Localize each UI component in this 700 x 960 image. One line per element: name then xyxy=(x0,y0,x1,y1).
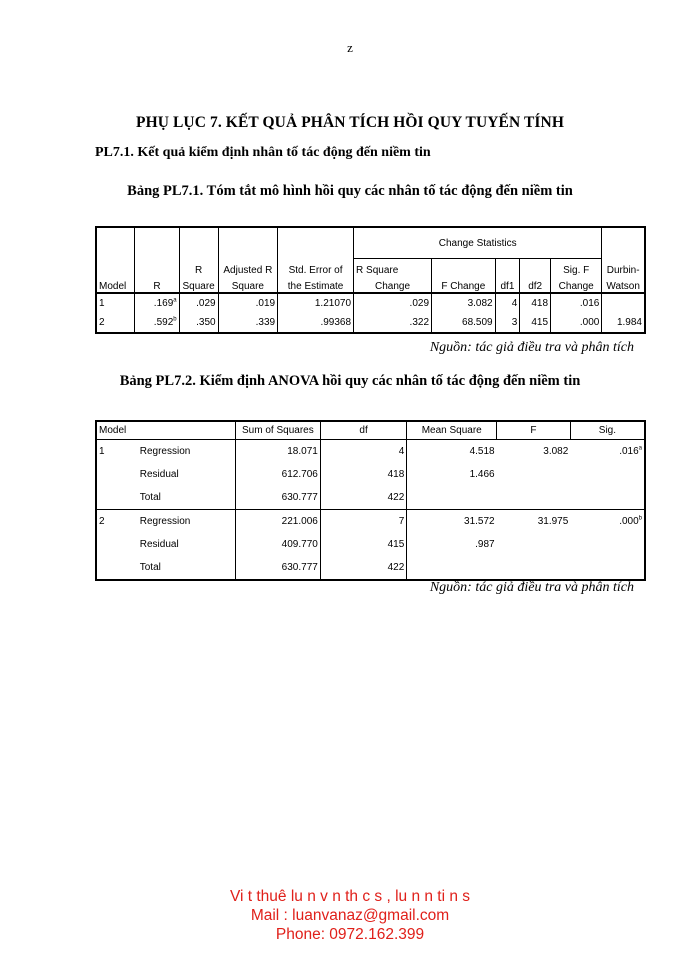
section-heading: PL7.1. Kết quả kiểm định nhân tố tác động đến niềm tin xyxy=(95,145,431,160)
header-model: Model xyxy=(96,421,235,440)
cell-sum-squares: 221.006 xyxy=(235,510,320,534)
cell-mean-square: 31.572 xyxy=(407,510,497,534)
cell-r-sq-change: .029 xyxy=(354,293,432,313)
header-r-square-2: Square xyxy=(179,276,218,293)
header-durbin-1: Durbin- xyxy=(602,259,645,277)
cell-f xyxy=(497,486,571,510)
table-row xyxy=(96,313,645,333)
cell-sig xyxy=(570,463,645,486)
cell-mean-square: .987 xyxy=(407,533,497,556)
cell-sum-squares: 18.071 xyxy=(235,440,320,464)
cell-model: 1 xyxy=(99,446,105,457)
cell-term: Total xyxy=(139,562,161,573)
table-row xyxy=(96,533,645,556)
cell-f: 3.082 xyxy=(543,446,569,457)
cell-mean-square: 1.466 xyxy=(407,463,497,486)
cell-term: Total xyxy=(139,492,161,503)
header-r: R xyxy=(135,276,179,293)
table-row xyxy=(96,486,645,510)
cell-df1: 4 xyxy=(495,293,520,313)
cell-term: Residual xyxy=(139,539,179,550)
cell-r-square: .029 xyxy=(179,293,218,313)
table-row xyxy=(96,463,645,486)
cell-sig xyxy=(570,556,645,580)
header-r-sq-change-2: Change xyxy=(354,276,432,293)
cell-r: .592$^b$ xyxy=(135,313,179,333)
cell-r-sq-change: .322 xyxy=(354,313,432,333)
cell-model xyxy=(96,556,138,580)
cell-df: 418 xyxy=(320,463,406,486)
cell-model xyxy=(96,533,138,556)
cell-sig xyxy=(570,486,645,510)
cell-model: 2 xyxy=(96,510,138,534)
table-row xyxy=(96,510,645,534)
footer-phone[interactable]: Phone: 0972.162.399 xyxy=(275,926,425,943)
cell-f xyxy=(497,463,571,486)
cell-sig: .016$^a$ xyxy=(619,445,642,457)
header-sig-f-1: Sig. F xyxy=(551,259,602,277)
cell-df: 7 xyxy=(320,510,406,534)
cell-df2: 415 xyxy=(520,313,551,333)
header-std-err-2: the Estimate xyxy=(278,276,354,293)
cell-std-err: .99368 xyxy=(278,313,354,333)
cell-f-change: 3.082 xyxy=(432,293,496,313)
table-row xyxy=(96,556,645,580)
cell-f xyxy=(497,533,571,556)
header-adj-r-1: Adjusted R xyxy=(218,259,278,277)
cell-mean-square: 4.518 xyxy=(407,440,497,464)
header-mean-square: Mean Square xyxy=(407,421,497,440)
header-sum-squares: Sum of Squares xyxy=(235,421,320,440)
footer-email[interactable]: Mail : luanvanaz@gmail.com xyxy=(250,907,450,924)
cell-durbin: 1.984 xyxy=(602,313,645,333)
cell-r: .169$^a$ xyxy=(135,293,179,313)
cell-term: Regression xyxy=(139,446,191,457)
change-statistics-header: Change Statistics xyxy=(354,227,602,259)
header-df2: df2 xyxy=(520,276,551,293)
cell-sum-squares: 409.770 xyxy=(235,533,320,556)
cell-model: 2 xyxy=(99,317,105,328)
table-row xyxy=(96,293,645,313)
cell-model: 1 xyxy=(99,298,105,309)
table1-caption: Bảng PL7.1. Tóm tắt mô hình hồi quy các nhân tố tác động đến niềm tin xyxy=(127,183,573,199)
cell-df: 422 xyxy=(320,556,406,580)
cell-durbin xyxy=(602,293,645,313)
cell-sum-squares: 630.777 xyxy=(235,556,320,580)
header-sig-f-2: Change xyxy=(551,276,602,293)
header-r-sq-change-1: R Square xyxy=(354,259,432,277)
header-sig: Sig. xyxy=(570,421,645,440)
footer-service-text: Vi t thuê lu n v n th c s , lu n n ti n s xyxy=(229,888,471,905)
table2-caption: Bảng PL7.2. Kiểm định ANOVA hồi quy các nhân tố tác động đến niềm tin xyxy=(119,373,581,389)
cell-std-err: 1.21070 xyxy=(278,293,354,313)
cell-sig-f: .016 xyxy=(551,293,602,313)
header-f: F xyxy=(497,421,571,440)
cell-sig xyxy=(570,533,645,556)
cell-adj-r-square: .019 xyxy=(218,293,278,313)
header-adj-r-2: Square xyxy=(218,276,278,293)
header-df1: df1 xyxy=(495,276,520,293)
cell-sum-squares: 630.777 xyxy=(235,486,320,510)
cell-df2: 418 xyxy=(520,293,551,313)
header-r-square-1: R xyxy=(179,259,218,277)
cell-f-change: 68.509 xyxy=(432,313,496,333)
cell-mean-square xyxy=(407,486,497,510)
cell-sig: .000$^b$ xyxy=(570,510,645,534)
table1-source: Nguồn: tác giả điều tra và phân tích xyxy=(429,340,634,355)
cell-adj-r-square: .339 xyxy=(218,313,278,333)
cell-sig-f: .000 xyxy=(551,313,602,333)
anova-table xyxy=(95,420,646,581)
cell-f xyxy=(497,556,571,580)
cell-df: 4 xyxy=(320,440,406,464)
appendix-title: PHỤ LỤC 7. KẾT QUẢ PHÂN TÍCH HỒI QUY TUYẾN TÍNH xyxy=(136,114,564,131)
cell-term: Residual xyxy=(139,469,179,480)
cell-df: 415 xyxy=(320,533,406,556)
table-row xyxy=(96,440,645,464)
header-f-change: F Change xyxy=(432,276,496,293)
cell-f: 31.975 xyxy=(497,510,571,534)
cell-df1: 3 xyxy=(495,313,520,333)
cell-mean-square xyxy=(407,556,497,580)
page-marker: z xyxy=(347,40,353,55)
header-durbin-2: Watson xyxy=(602,276,645,293)
model-summary-table xyxy=(95,226,646,334)
header-df: df xyxy=(320,421,406,440)
cell-model xyxy=(96,486,138,510)
cell-df: 422 xyxy=(320,486,406,510)
cell-sum-squares: 612.706 xyxy=(235,463,320,486)
header-std-err-1: Std. Error of xyxy=(278,259,354,277)
table2-source: Nguồn: tác giả điều tra và phân tích xyxy=(429,580,634,595)
header-model: Model xyxy=(96,276,135,293)
cell-model xyxy=(96,463,138,486)
cell-r-square: .350 xyxy=(179,313,218,333)
cell-term: Regression xyxy=(138,510,236,534)
